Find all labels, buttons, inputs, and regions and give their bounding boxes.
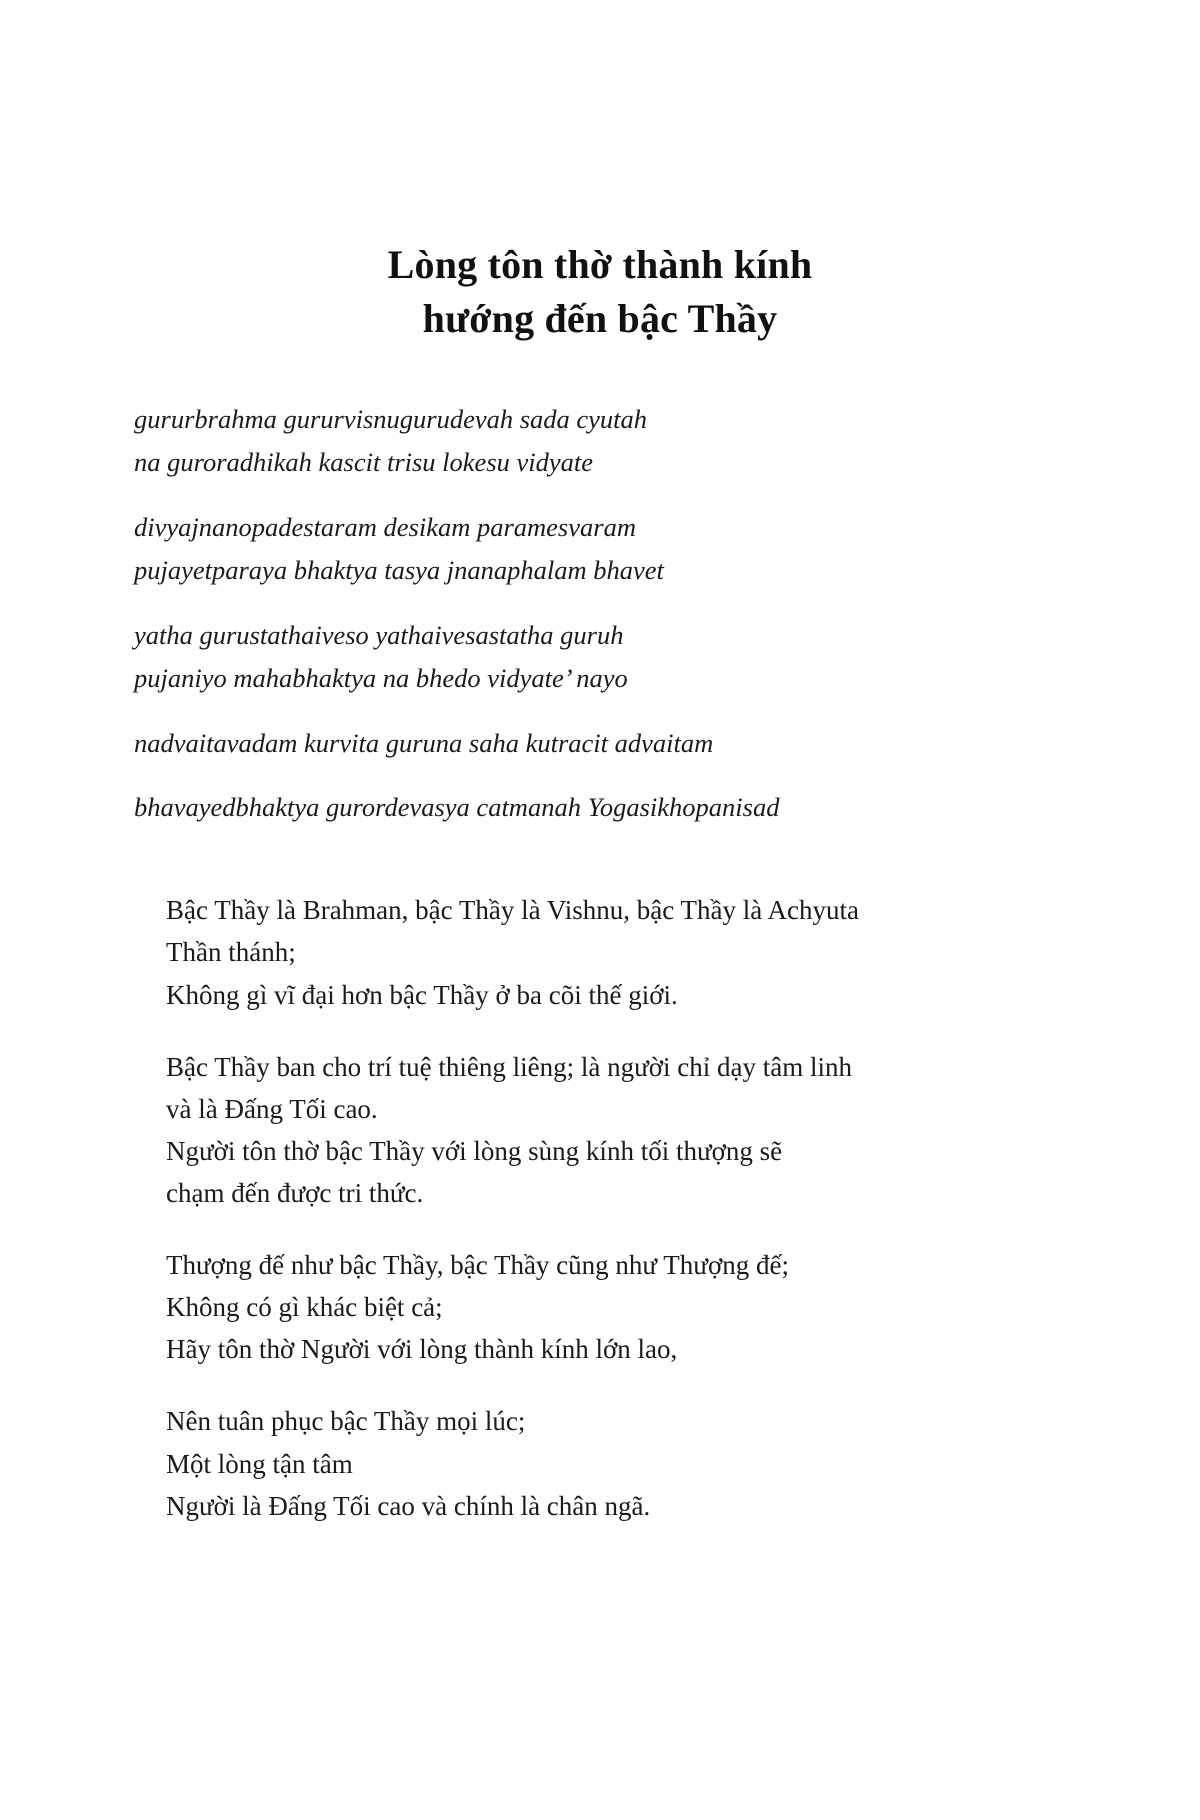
sanskrit-stanza	[134, 786, 1072, 829]
translation-stanza	[166, 1244, 1072, 1370]
page-title-line-1: Lòng tôn thờ thành kính	[387, 242, 813, 287]
translation-line: Thượng đế như bậc Thầy, bậc Thầy cũng như Thượng đế;	[166, 1250, 789, 1281]
page-title	[128, 238, 1072, 346]
translation-line: Người tôn thờ bậc Thầy với lòng sùng kính tối thượng sẽ	[166, 1135, 783, 1166]
sanskrit-stanza	[134, 506, 1072, 592]
vietnamese-translation	[128, 889, 1072, 1526]
translation-line: Không gì vĩ đại hơn bậc Thầy ở ba cõi thế giới.	[166, 979, 678, 1010]
sanskrit-line: yatha gurustathaiveso yathaivesastatha guruh	[134, 619, 624, 650]
sanskrit-line: gururbrahma gururvisnugurudevah sada cyutah	[134, 404, 648, 434]
sanskrit-line: nadvaitavadam kurvita guruna saha kutracit advaitam	[134, 727, 714, 758]
sanskrit-stanza	[134, 722, 1072, 765]
sanskrit-verses	[128, 398, 1072, 829]
page-content	[128, 238, 1072, 1527]
sanskrit-stanza	[134, 398, 1072, 484]
translation-stanza	[166, 889, 1072, 1015]
translation-line: Bậc Thầy là Brahman, bậc Thầy là Vishnu, bậc Thầy là Achyuta	[166, 895, 859, 926]
sanskrit-line: divyajnanopadestaram desikam paramesvaram	[134, 511, 636, 542]
sanskrit-line: pujayetparaya bhaktya tasya jnanaphalam bhavet	[134, 554, 664, 585]
sanskrit-stanza	[134, 614, 1072, 700]
translation-line: Người là Đấng Tối cao và chính là chân ngã.	[166, 1490, 651, 1521]
sanskrit-line: bhavayedbhaktya gurordevasya catmanah Yogasikhopanisad	[134, 792, 780, 823]
translation-stanza	[166, 1046, 1072, 1214]
translation-line: Nên tuân phục bậc Thầy mọi lúc;	[166, 1406, 526, 1437]
sanskrit-line: pujaniyo mahabhaktya na bhedo vidyate’ nayo	[134, 662, 628, 693]
translation-line: Một lòng tận tâm	[166, 1448, 353, 1479]
translation-line: chạm đến được tri thức.	[166, 1178, 424, 1209]
translation-line: Hãy tôn thờ Người với lòng thành kính lớn lao,	[166, 1334, 678, 1365]
translation-line: Không có gì khác biệt cả;	[166, 1292, 443, 1323]
sanskrit-line: na guroradhikah kascit trisu lokesu vidyate	[134, 446, 594, 477]
translation-line: và là Đấng Tối cao.	[166, 1093, 378, 1124]
translation-line: Bậc Thầy ban cho trí tuệ thiêng liêng; là người chỉ dạy tâm linh	[166, 1051, 852, 1082]
translation-stanza	[166, 1400, 1072, 1526]
translation-line: Thần thánh;	[166, 937, 296, 968]
page-title-line-2: hướng đến bậc Thầy	[422, 296, 778, 341]
